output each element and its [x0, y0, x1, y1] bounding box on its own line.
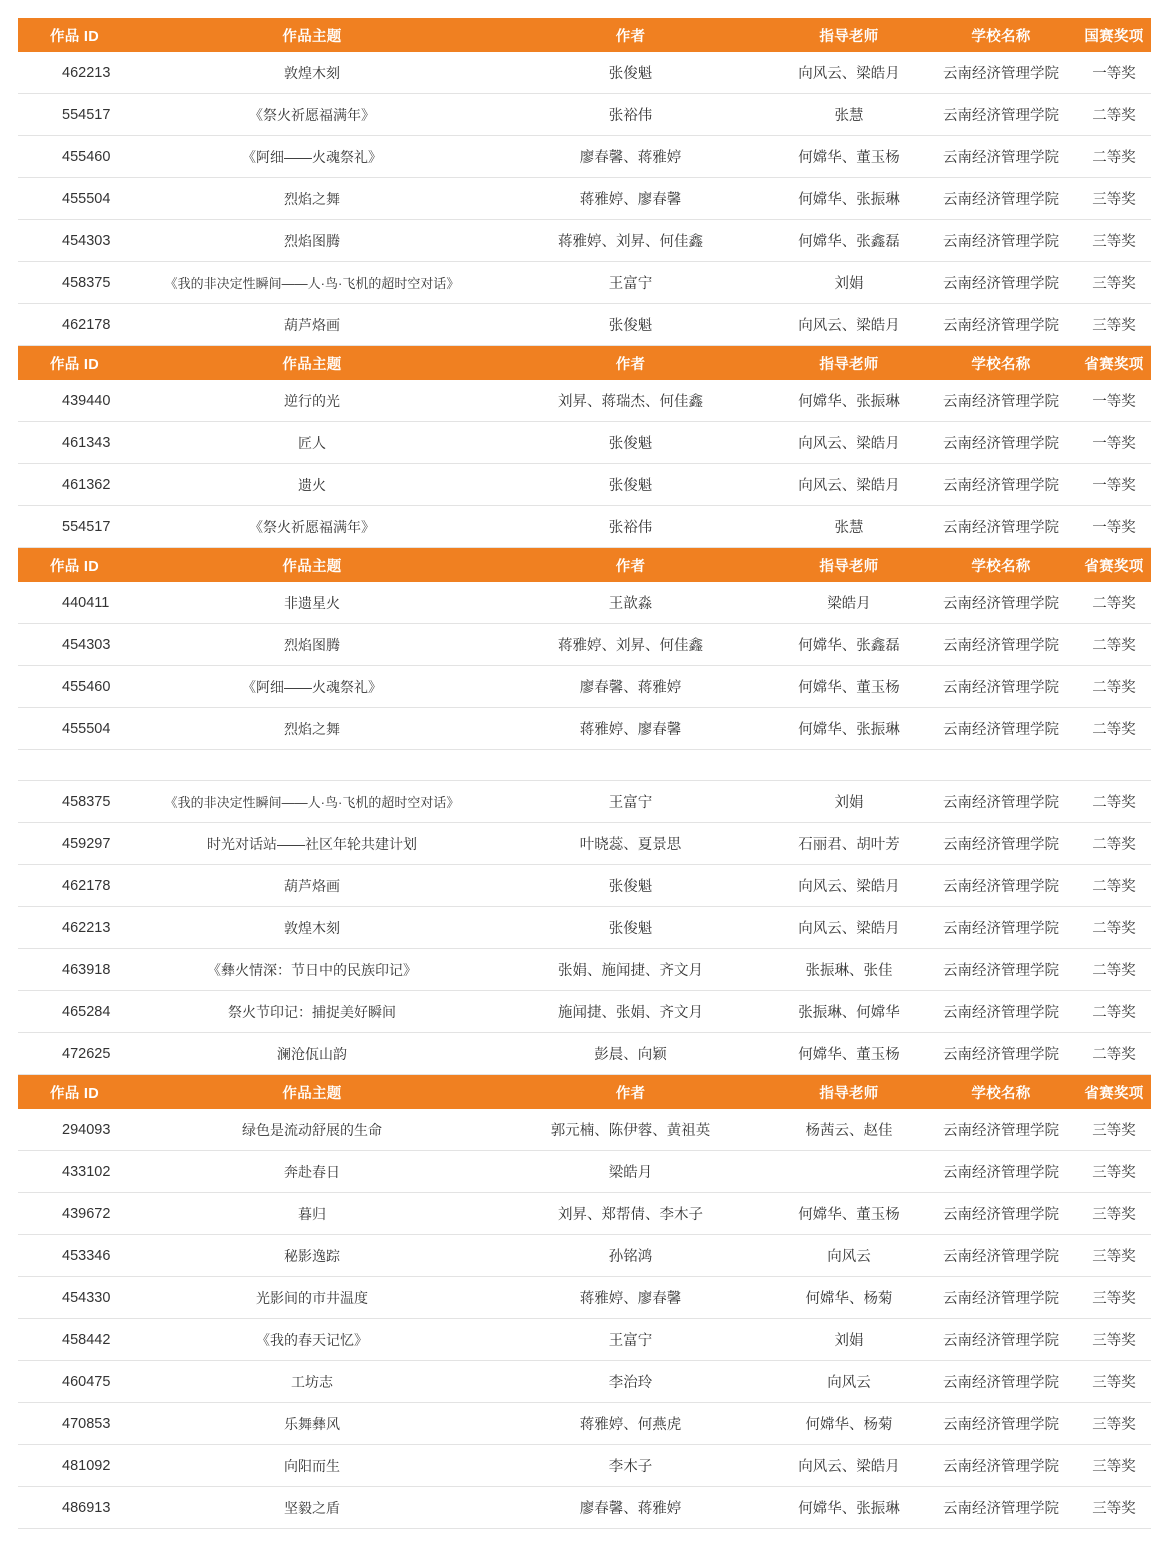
cell-author: 郭元楠、陈伊蓉、黄祖英 — [488, 1109, 773, 1151]
cell-work-id: 294093 — [18, 1109, 136, 1151]
cell-school: 云南经济管理学院 — [925, 262, 1077, 304]
cell-author: 梁皓月 — [488, 1151, 773, 1193]
table-row[interactable] — [18, 708, 1151, 750]
column-header-title: 作品主题 — [136, 346, 488, 381]
cell-author: 蒋雅婷、廖春馨 — [488, 178, 773, 220]
cell-teacher: 向风云 — [773, 1361, 925, 1403]
cell-school: 云南经济管理学院 — [925, 1403, 1077, 1445]
cell-author: 蒋雅婷、刘昇、何佳鑫 — [488, 220, 773, 262]
cell-teacher: 何嫦华、董玉杨 — [773, 1033, 925, 1075]
cell-work-title: 葫芦烙画 — [136, 304, 488, 346]
cell-prize: 二等奖 — [1077, 865, 1151, 907]
cell-school: 云南经济管理学院 — [925, 1151, 1077, 1193]
cell-work-id: 459297 — [18, 823, 136, 865]
cell-author: 王富宁 — [488, 781, 773, 823]
column-header-school: 学校名称 — [925, 18, 1077, 52]
cell-school: 云南经济管理学院 — [925, 666, 1077, 708]
table-spacer-row — [18, 750, 1151, 781]
cell-work-title: 绿色是流动舒展的生命 — [136, 1109, 488, 1151]
cell-work-title: 澜沧佤山韵 — [136, 1033, 488, 1075]
cell-work-id: 461343 — [18, 422, 136, 464]
cell-author: 蒋雅婷、廖春馨 — [488, 708, 773, 750]
cell-school: 云南经济管理学院 — [925, 823, 1077, 865]
cell-author: 张裕伟 — [488, 506, 773, 548]
cell-author: 刘昇、郑帮倩、李木子 — [488, 1193, 773, 1235]
table-row[interactable] — [18, 220, 1151, 262]
table-row[interactable] — [18, 907, 1151, 949]
cell-prize: 一等奖 — [1077, 422, 1151, 464]
cell-author: 孙铭鸿 — [488, 1235, 773, 1277]
cell-prize: 三等奖 — [1077, 1445, 1151, 1487]
column-header-teacher: 指导老师 — [773, 1075, 925, 1110]
cell-author: 王歆淼 — [488, 582, 773, 624]
table-row[interactable] — [18, 94, 1151, 136]
cell-school: 云南经济管理学院 — [925, 624, 1077, 666]
awards-table — [18, 18, 1151, 1529]
column-header-teacher: 指导老师 — [773, 548, 925, 583]
table-row[interactable] — [18, 582, 1151, 624]
table-row[interactable] — [18, 865, 1151, 907]
cell-teacher: 张慧 — [773, 94, 925, 136]
cell-work-id: 465284 — [18, 991, 136, 1033]
cell-school: 云南经济管理学院 — [925, 94, 1077, 136]
cell-teacher: 向风云、梁皓月 — [773, 422, 925, 464]
cell-prize: 二等奖 — [1077, 666, 1151, 708]
cell-teacher: 向风云、梁皓月 — [773, 907, 925, 949]
cell-teacher: 何嫦华、张振琳 — [773, 380, 925, 422]
cell-teacher: 梁皓月 — [773, 582, 925, 624]
table-row[interactable] — [18, 991, 1151, 1033]
column-header-id: 作品 ID — [18, 18, 136, 52]
cell-teacher: 何嫦华、张振琳 — [773, 708, 925, 750]
cell-school: 云南经济管理学院 — [925, 708, 1077, 750]
cell-author: 施闻捷、张娟、齐文月 — [488, 991, 773, 1033]
cell-work-id: 458375 — [18, 262, 136, 304]
cell-school: 云南经济管理学院 — [925, 52, 1077, 94]
cell-teacher — [773, 1151, 925, 1193]
cell-school: 云南经济管理学院 — [925, 582, 1077, 624]
cell-prize: 三等奖 — [1077, 1151, 1151, 1193]
cell-prize: 三等奖 — [1077, 304, 1151, 346]
spacer-cell — [136, 750, 488, 781]
column-header-author: 作者 — [488, 346, 773, 381]
cell-prize: 三等奖 — [1077, 1277, 1151, 1319]
cell-work-title: 敦煌木刻 — [136, 907, 488, 949]
table-row[interactable] — [18, 422, 1151, 464]
cell-prize: 三等奖 — [1077, 1403, 1151, 1445]
cell-prize: 三等奖 — [1077, 262, 1151, 304]
column-header-teacher: 指导老师 — [773, 18, 925, 52]
column-header-school: 学校名称 — [925, 346, 1077, 381]
cell-work-id: 440411 — [18, 582, 136, 624]
cell-work-title: 《我的非决定性瞬间——人·鸟·飞机的超时空对话》 — [136, 262, 488, 304]
awards-table-body — [18, 18, 1151, 1529]
cell-work-id: 455504 — [18, 708, 136, 750]
cell-work-title: 遗火 — [136, 464, 488, 506]
cell-work-title: 奔赴春日 — [136, 1151, 488, 1193]
cell-author: 蒋雅婷、廖春馨 — [488, 1277, 773, 1319]
cell-work-id: 453346 — [18, 1235, 136, 1277]
cell-work-title: 秘影逸踪 — [136, 1235, 488, 1277]
cell-teacher: 何嫦华、董玉杨 — [773, 1193, 925, 1235]
cell-school: 云南经济管理学院 — [925, 1033, 1077, 1075]
table-row[interactable] — [18, 1109, 1151, 1151]
cell-teacher: 刘娟 — [773, 1319, 925, 1361]
cell-teacher: 杨茜云、赵佳 — [773, 1109, 925, 1151]
table-row[interactable] — [18, 1445, 1151, 1487]
table-row[interactable] — [18, 262, 1151, 304]
cell-work-title: 烈焰图腾 — [136, 220, 488, 262]
column-header-author: 作者 — [488, 548, 773, 583]
cell-teacher: 何嫦华、杨菊 — [773, 1277, 925, 1319]
cell-prize: 二等奖 — [1077, 991, 1151, 1033]
cell-work-title: 《我的春天记忆》 — [136, 1319, 488, 1361]
cell-work-id: 462178 — [18, 865, 136, 907]
cell-school: 云南经济管理学院 — [925, 136, 1077, 178]
cell-teacher: 向风云、梁皓月 — [773, 1445, 925, 1487]
cell-author: 张俊魁 — [488, 422, 773, 464]
table-row[interactable] — [18, 823, 1151, 865]
spacer-cell — [1077, 750, 1151, 781]
cell-prize: 二等奖 — [1077, 781, 1151, 823]
cell-teacher: 刘娟 — [773, 262, 925, 304]
cell-work-title: 《阿细——火魂祭礼》 — [136, 666, 488, 708]
cell-work-id: 454303 — [18, 220, 136, 262]
cell-work-id: 554517 — [18, 94, 136, 136]
column-header-author: 作者 — [488, 18, 773, 52]
cell-work-title: 敦煌木刻 — [136, 52, 488, 94]
table-row[interactable] — [18, 1487, 1151, 1529]
cell-work-title: 匠人 — [136, 422, 488, 464]
cell-work-title: 《阿细——火魂祭礼》 — [136, 136, 488, 178]
cell-work-id: 460475 — [18, 1361, 136, 1403]
cell-work-id: 461362 — [18, 464, 136, 506]
cell-author: 张裕伟 — [488, 94, 773, 136]
column-header-prize: 国赛奖项 — [1077, 18, 1151, 52]
cell-work-title: 祭火节印记：捕捉美好瞬间 — [136, 991, 488, 1033]
cell-prize: 三等奖 — [1077, 1361, 1151, 1403]
cell-teacher: 何嫦华、张鑫磊 — [773, 220, 925, 262]
cell-school: 云南经济管理学院 — [925, 1193, 1077, 1235]
cell-prize: 二等奖 — [1077, 823, 1151, 865]
table-row[interactable] — [18, 506, 1151, 548]
cell-teacher: 何嫦华、张振琳 — [773, 1487, 925, 1529]
cell-prize: 三等奖 — [1077, 1487, 1151, 1529]
column-header-school: 学校名称 — [925, 1075, 1077, 1110]
column-header-teacher: 指导老师 — [773, 346, 925, 381]
cell-author: 刘昇、蒋瑞杰、何佳鑫 — [488, 380, 773, 422]
cell-school: 云南经济管理学院 — [925, 304, 1077, 346]
table-row[interactable] — [18, 136, 1151, 178]
cell-author: 廖春馨、蒋雅婷 — [488, 1487, 773, 1529]
cell-work-title: 工坊志 — [136, 1361, 488, 1403]
cell-prize: 一等奖 — [1077, 464, 1151, 506]
cell-teacher: 向风云、梁皓月 — [773, 865, 925, 907]
table-header-row — [18, 18, 1151, 52]
cell-work-id: 481092 — [18, 1445, 136, 1487]
cell-author: 张俊魁 — [488, 464, 773, 506]
table-row[interactable] — [18, 1277, 1151, 1319]
cell-teacher: 向风云 — [773, 1235, 925, 1277]
spacer-cell — [925, 750, 1077, 781]
table-row[interactable] — [18, 1403, 1151, 1445]
cell-author: 廖春馨、蒋雅婷 — [488, 136, 773, 178]
cell-work-title: 暮归 — [136, 1193, 488, 1235]
cell-work-title: 《我的非决定性瞬间——人·鸟·飞机的超时空对话》 — [136, 781, 488, 823]
cell-work-id: 454330 — [18, 1277, 136, 1319]
table-row[interactable] — [18, 1151, 1151, 1193]
cell-school: 云南经济管理学院 — [925, 991, 1077, 1033]
cell-school: 云南经济管理学院 — [925, 506, 1077, 548]
cell-author: 蒋雅婷、刘昇、何佳鑫 — [488, 624, 773, 666]
cell-work-id: 439672 — [18, 1193, 136, 1235]
column-header-prize: 省赛奖项 — [1077, 548, 1151, 583]
cell-teacher: 张慧 — [773, 506, 925, 548]
cell-work-title: 《祭火祈愿福满年》 — [136, 94, 488, 136]
cell-teacher: 刘娟 — [773, 781, 925, 823]
cell-prize: 二等奖 — [1077, 1033, 1151, 1075]
column-header-prize: 省赛奖项 — [1077, 346, 1151, 381]
column-header-id: 作品 ID — [18, 1075, 136, 1110]
cell-teacher: 何嫦华、张鑫磊 — [773, 624, 925, 666]
cell-school: 云南经济管理学院 — [925, 949, 1077, 991]
cell-school: 云南经济管理学院 — [925, 178, 1077, 220]
cell-school: 云南经济管理学院 — [925, 464, 1077, 506]
table-row[interactable] — [18, 624, 1151, 666]
cell-school: 云南经济管理学院 — [925, 1109, 1077, 1151]
column-header-id: 作品 ID — [18, 548, 136, 583]
column-header-title: 作品主题 — [136, 548, 488, 583]
column-header-title: 作品主题 — [136, 1075, 488, 1110]
cell-work-id: 433102 — [18, 1151, 136, 1193]
cell-author: 张娟、施闻捷、齐文月 — [488, 949, 773, 991]
cell-author: 李治玲 — [488, 1361, 773, 1403]
cell-author: 廖春馨、蒋雅婷 — [488, 666, 773, 708]
cell-prize: 三等奖 — [1077, 1109, 1151, 1151]
column-header-title: 作品主题 — [136, 18, 488, 52]
cell-work-id: 462213 — [18, 52, 136, 94]
cell-school: 云南经济管理学院 — [925, 1445, 1077, 1487]
table-header-row — [18, 346, 1151, 381]
cell-work-id: 455460 — [18, 666, 136, 708]
cell-author: 蒋雅婷、何燕虎 — [488, 1403, 773, 1445]
cell-school: 云南经济管理学院 — [925, 1319, 1077, 1361]
cell-school: 云南经济管理学院 — [925, 1277, 1077, 1319]
cell-author: 张俊魁 — [488, 907, 773, 949]
cell-work-id: 462178 — [18, 304, 136, 346]
cell-work-id: 454303 — [18, 624, 136, 666]
table-row[interactable] — [18, 380, 1151, 422]
cell-prize: 二等奖 — [1077, 949, 1151, 991]
cell-work-title: 坚毅之盾 — [136, 1487, 488, 1529]
table-row[interactable] — [18, 666, 1151, 708]
cell-teacher: 何嫦华、董玉杨 — [773, 666, 925, 708]
cell-author: 张俊魁 — [488, 304, 773, 346]
table-row[interactable] — [18, 1193, 1151, 1235]
cell-prize: 二等奖 — [1077, 582, 1151, 624]
cell-school: 云南经济管理学院 — [925, 1235, 1077, 1277]
cell-author: 彭晨、向颖 — [488, 1033, 773, 1075]
cell-author: 李木子 — [488, 1445, 773, 1487]
cell-school: 云南经济管理学院 — [925, 781, 1077, 823]
table-row[interactable] — [18, 1033, 1151, 1075]
cell-work-id: 458442 — [18, 1319, 136, 1361]
cell-work-id: 462213 — [18, 907, 136, 949]
cell-work-id: 554517 — [18, 506, 136, 548]
table-row[interactable] — [18, 1319, 1151, 1361]
cell-work-title: 乐舞彝风 — [136, 1403, 488, 1445]
table-row[interactable] — [18, 178, 1151, 220]
cell-work-title: 向阳而生 — [136, 1445, 488, 1487]
cell-work-title: 烈焰图腾 — [136, 624, 488, 666]
cell-author: 叶晓蕊、夏景思 — [488, 823, 773, 865]
cell-prize: 二等奖 — [1077, 708, 1151, 750]
cell-prize: 二等奖 — [1077, 136, 1151, 178]
table-row[interactable] — [18, 52, 1151, 94]
spacer-cell — [773, 750, 925, 781]
cell-work-title: 烈焰之舞 — [136, 178, 488, 220]
table-row[interactable] — [18, 1361, 1151, 1403]
cell-prize: 二等奖 — [1077, 624, 1151, 666]
cell-work-title: 时光对话站——社区年轮共建计划 — [136, 823, 488, 865]
cell-work-id: 458375 — [18, 781, 136, 823]
cell-school: 云南经济管理学院 — [925, 422, 1077, 464]
table-row[interactable] — [18, 464, 1151, 506]
cell-teacher: 张振琳、何嫦华 — [773, 991, 925, 1033]
cell-prize: 三等奖 — [1077, 1235, 1151, 1277]
table-header-row — [18, 1075, 1151, 1110]
cell-school: 云南经济管理学院 — [925, 1487, 1077, 1529]
cell-teacher: 何嫦华、董玉杨 — [773, 136, 925, 178]
cell-work-title: 葫芦烙画 — [136, 865, 488, 907]
cell-teacher: 何嫦华、张振琳 — [773, 178, 925, 220]
cell-work-id: 439440 — [18, 380, 136, 422]
cell-author: 王富宁 — [488, 262, 773, 304]
cell-work-title: 逆行的光 — [136, 380, 488, 422]
cell-work-id: 463918 — [18, 949, 136, 991]
cell-prize: 一等奖 — [1077, 506, 1151, 548]
cell-prize: 一等奖 — [1077, 380, 1151, 422]
cell-teacher: 张振琳、张佳 — [773, 949, 925, 991]
cell-work-title: 《彝火情深：节日中的民族印记》 — [136, 949, 488, 991]
cell-work-title: 《祭火祈愿福满年》 — [136, 506, 488, 548]
cell-prize: 二等奖 — [1077, 907, 1151, 949]
cell-author: 张俊魁 — [488, 52, 773, 94]
cell-work-title: 光影间的市井温度 — [136, 1277, 488, 1319]
cell-work-title: 非遗星火 — [136, 582, 488, 624]
table-row[interactable] — [18, 304, 1151, 346]
cell-school: 云南经济管理学院 — [925, 380, 1077, 422]
column-header-author: 作者 — [488, 1075, 773, 1110]
table-row[interactable] — [18, 781, 1151, 823]
table-header-row — [18, 548, 1151, 583]
cell-work-id: 455460 — [18, 136, 136, 178]
cell-work-id: 472625 — [18, 1033, 136, 1075]
spacer-cell — [18, 750, 136, 781]
table-row[interactable] — [18, 1235, 1151, 1277]
cell-work-title: 烈焰之舞 — [136, 708, 488, 750]
cell-prize: 二等奖 — [1077, 94, 1151, 136]
cell-school: 云南经济管理学院 — [925, 1361, 1077, 1403]
cell-prize: 三等奖 — [1077, 1193, 1151, 1235]
spacer-cell — [488, 750, 773, 781]
cell-work-id: 486913 — [18, 1487, 136, 1529]
cell-school: 云南经济管理学院 — [925, 907, 1077, 949]
cell-work-id: 455504 — [18, 178, 136, 220]
column-header-school: 学校名称 — [925, 548, 1077, 583]
table-row[interactable] — [18, 949, 1151, 991]
cell-teacher: 向风云、梁皓月 — [773, 464, 925, 506]
cell-author: 张俊魁 — [488, 865, 773, 907]
cell-teacher: 向风云、梁皓月 — [773, 304, 925, 346]
column-header-id: 作品 ID — [18, 346, 136, 381]
cell-prize: 三等奖 — [1077, 1319, 1151, 1361]
cell-teacher: 何嫦华、杨菊 — [773, 1403, 925, 1445]
cell-teacher: 石丽君、胡叶芳 — [773, 823, 925, 865]
cell-prize: 一等奖 — [1077, 52, 1151, 94]
cell-prize: 三等奖 — [1077, 178, 1151, 220]
cell-prize: 三等奖 — [1077, 220, 1151, 262]
cell-author: 王富宁 — [488, 1319, 773, 1361]
cell-school: 云南经济管理学院 — [925, 220, 1077, 262]
cell-teacher: 向风云、梁皓月 — [773, 52, 925, 94]
column-header-prize: 省赛奖项 — [1077, 1075, 1151, 1110]
cell-work-id: 470853 — [18, 1403, 136, 1445]
cell-school: 云南经济管理学院 — [925, 865, 1077, 907]
